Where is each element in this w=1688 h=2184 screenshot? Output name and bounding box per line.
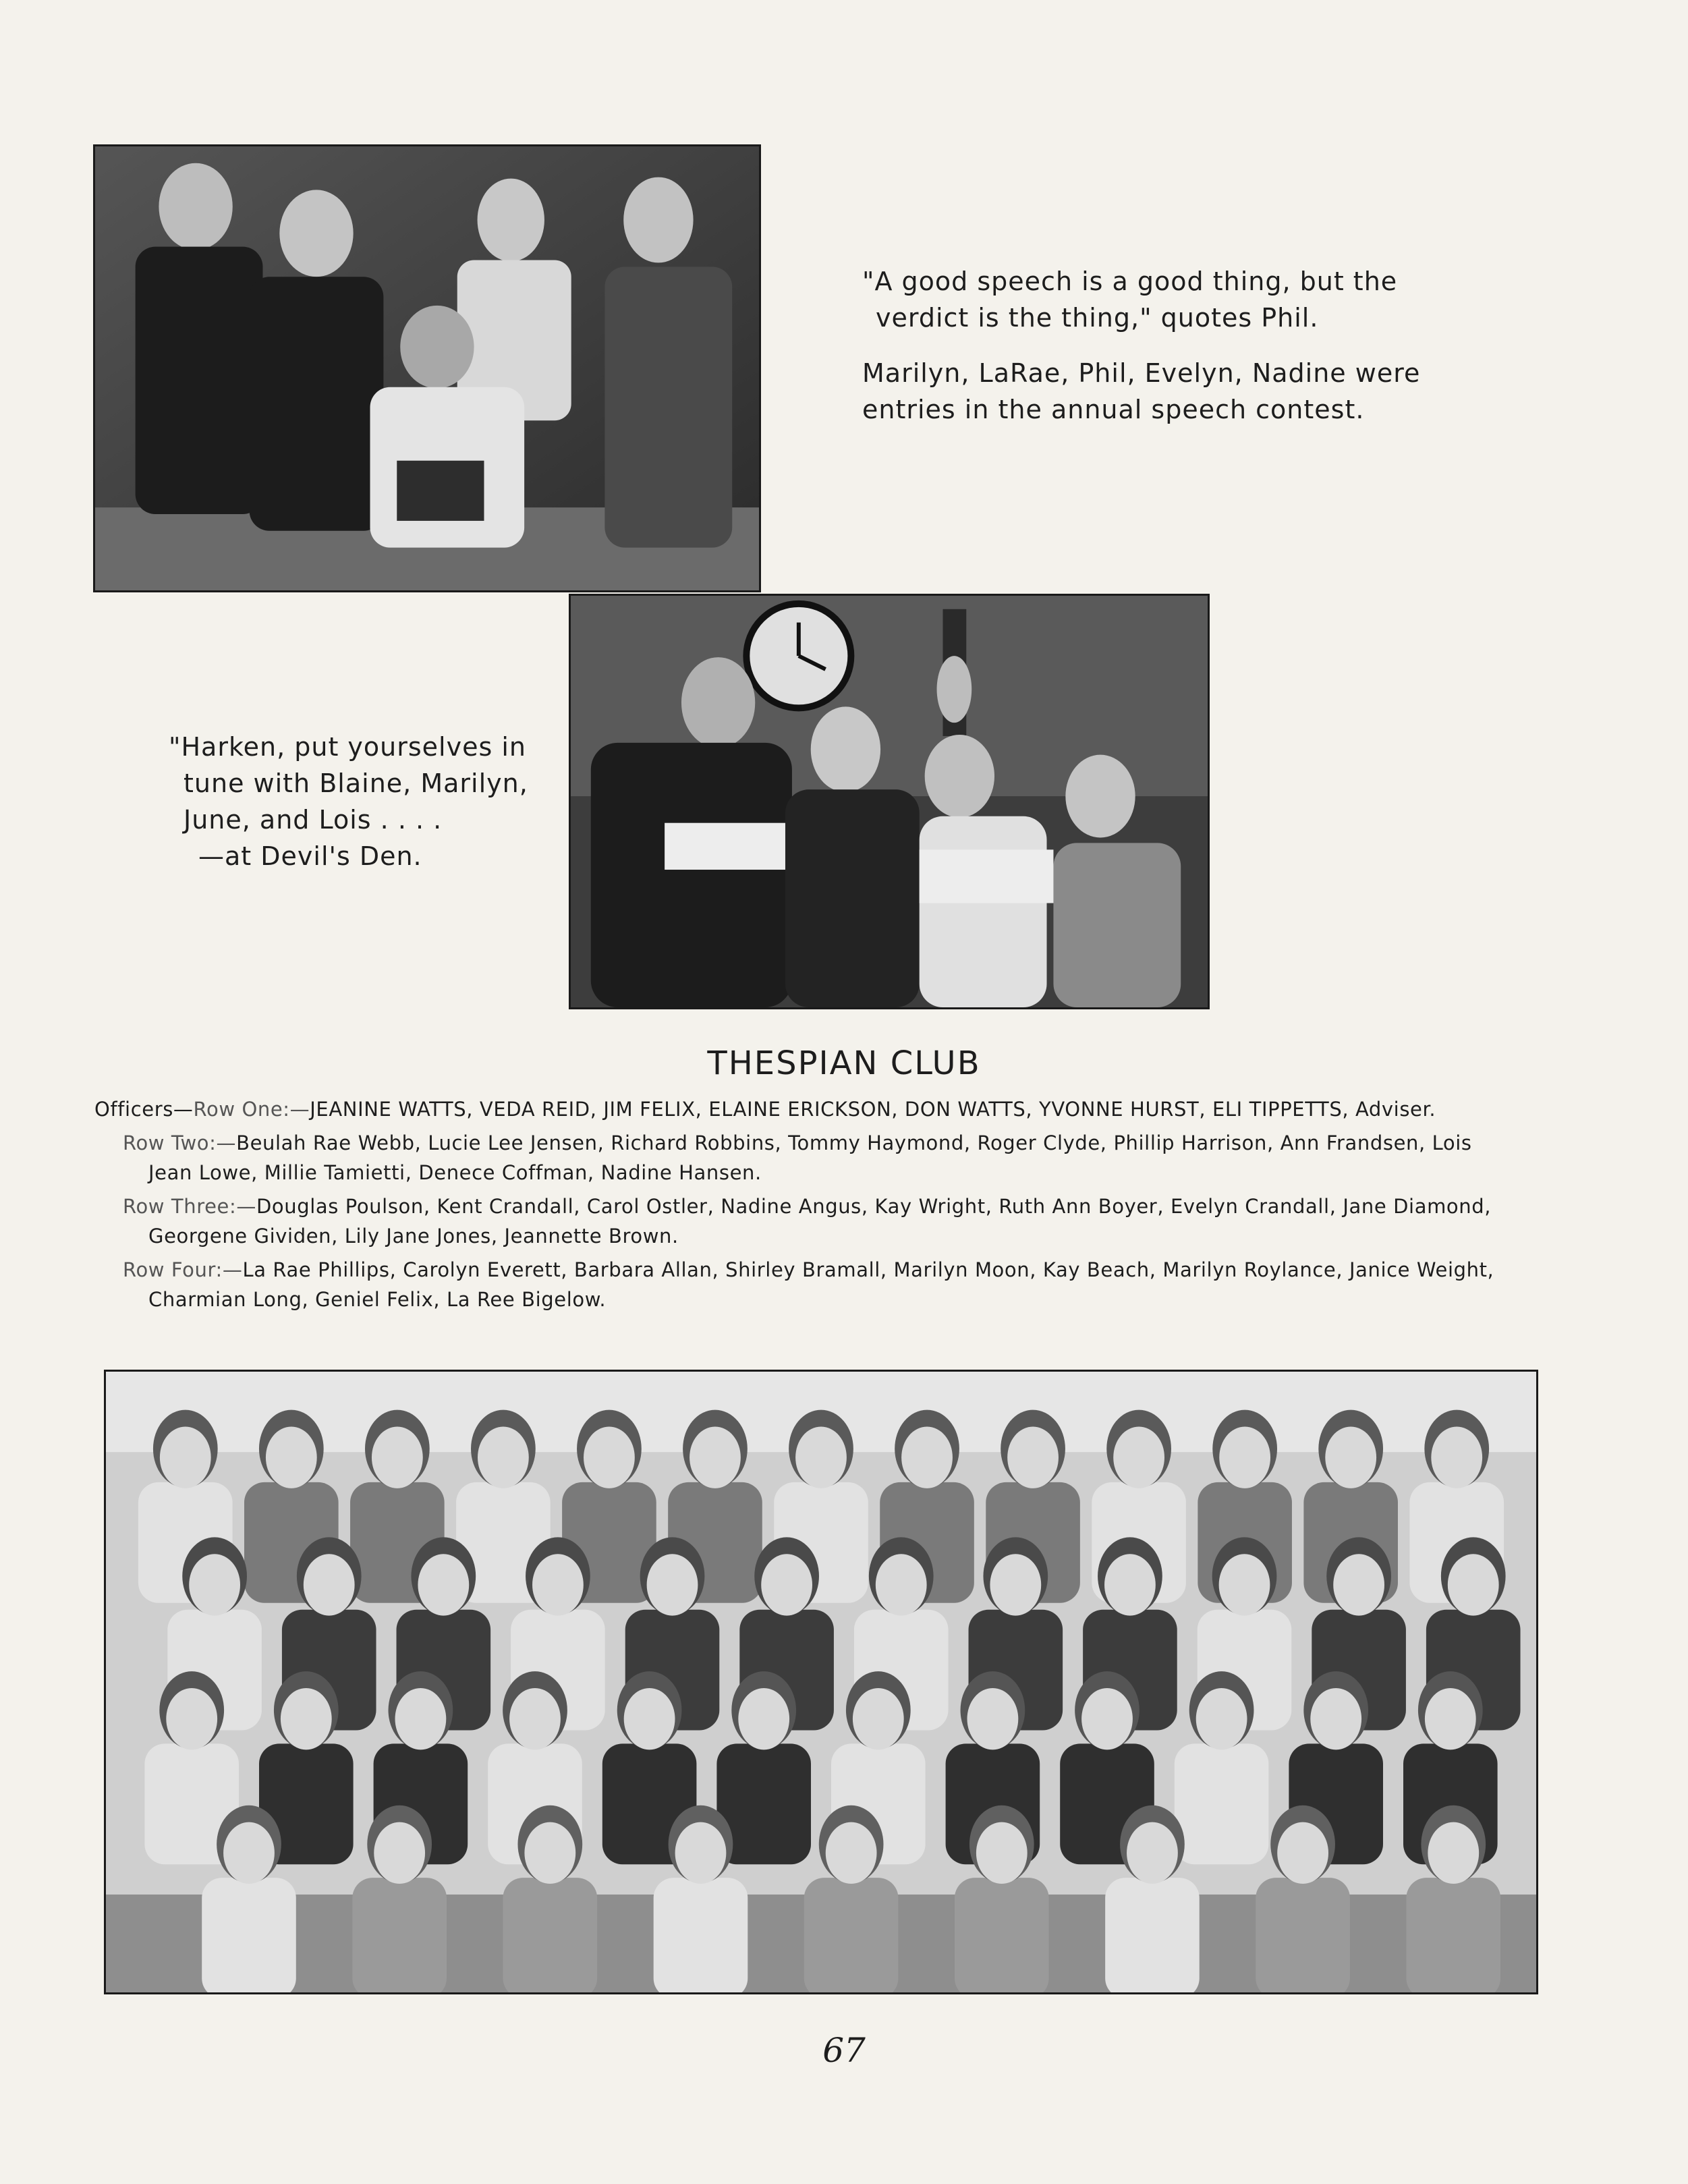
speech-quote-line1: "A good speech is a good thing, but the xyxy=(862,267,1398,296)
speech-entries xyxy=(862,355,1469,428)
club-member-list xyxy=(94,1094,1511,1318)
radio-broadcast-caption xyxy=(169,729,546,874)
thespian-club-group-photo xyxy=(104,1370,1538,1994)
speech-quote-line2: verdict is the thing," quotes Phil. xyxy=(876,303,1319,333)
microphone-icon xyxy=(937,656,972,723)
row-one-names: JEANINE WATTS, VEDA REID, JIM FELIX, ELAINE ERICKSON, DON WATTS, YVONNE HURST, ELI TIPPETTS, Adviser. xyxy=(310,1098,1436,1121)
row-three-label: Row Three:— xyxy=(123,1195,256,1218)
row-two-names: Beulah Rae Webb, Lucie Lee Jensen, Richard Robbins, Tommy Haymond, Roger Clyde, Phillip Harrison, Ann Frandsen, Lois Jean Lowe, Millie Tamietti, Denece Coffman, Nadine Hansen. xyxy=(148,1131,1472,1184)
speech-contest-photo-art xyxy=(95,146,759,590)
speech-entries-line1: Marilyn, LaRae, Phil, Evelyn, Nadine were xyxy=(862,358,1421,388)
radio-broadcast-photo-art xyxy=(571,596,1208,1007)
club-title: THESPIAN CLUB xyxy=(707,1044,981,1082)
row-three xyxy=(123,1192,1511,1251)
thespian-club-group-photo-art xyxy=(106,1372,1536,1992)
radio-caption-line3: June, and Lois . . . . xyxy=(184,805,443,835)
row-two-label: Row Two:— xyxy=(123,1131,237,1154)
row-four xyxy=(123,1255,1511,1314)
speech-contest-photo xyxy=(93,144,761,592)
page-number: 67 xyxy=(822,2031,866,2070)
officers-row-one xyxy=(94,1094,1511,1124)
row-four-label: Row Four:— xyxy=(123,1258,243,1281)
row-two xyxy=(123,1128,1511,1187)
row-three-names: Douglas Poulson, Kent Crandall, Carol Ostler, Nadine Angus, Kay Wright, Ruth Ann Boyer, Evelyn Crandall, Jane Diamond, Georgene Gividen, Lily Jane Jones, Jeannette Brown. xyxy=(148,1195,1492,1248)
radio-caption-line1: "Harken, put yourselves in xyxy=(169,732,526,762)
radio-caption-line4: —at Devil's Den. xyxy=(198,841,422,871)
row-one-label: Row One:— xyxy=(193,1098,310,1121)
radio-broadcast-photo xyxy=(569,594,1210,1009)
officers-label: Officers— xyxy=(94,1098,194,1121)
clock-icon xyxy=(746,604,851,708)
speech-contest-caption xyxy=(862,263,1469,447)
speech-quote xyxy=(862,263,1469,336)
speech-entries-line2: entries in the annual speech contest. xyxy=(862,395,1365,424)
row-four-names: La Rae Phillips, Carolyn Everett, Barbara Allan, Shirley Bramall, Marilyn Moon, Kay Beach, Marilyn Roylance, Janice Weight, Charmian Long, Geniel Felix, La Ree Bigelow. xyxy=(148,1258,1494,1311)
radio-caption-line2: tune with Blaine, Marilyn, xyxy=(184,768,528,798)
